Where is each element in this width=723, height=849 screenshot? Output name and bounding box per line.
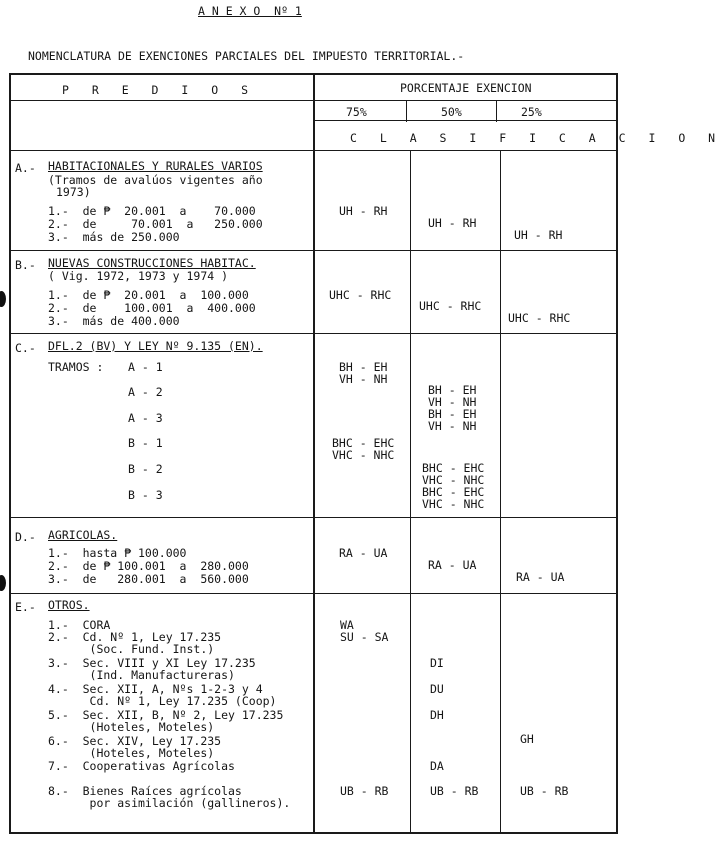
section-a-prefix: A.- xyxy=(15,161,36,175)
section-e-item: 2.- Cd. Nº 1, Ley 17.235 xyxy=(48,630,222,644)
section-c-tramo: A - 3 xyxy=(128,411,163,425)
section-e-class-50: UB - RB xyxy=(430,784,479,798)
section-c-class-75: BHC - EHC xyxy=(332,436,395,450)
section-divider-bc xyxy=(9,333,618,334)
col-divider-25 xyxy=(500,150,501,833)
section-a-subtitle: 1973) xyxy=(56,185,91,199)
section-c-class-50: VH - NH xyxy=(428,395,477,409)
section-e-item: 5.- Sec. XII, B, Nº 2, Ley 17.235 xyxy=(48,708,284,722)
pct-50-header: 50% xyxy=(441,105,462,119)
section-d-title: AGRICOLAS. xyxy=(48,528,118,542)
section-b-item: 2.- de 100.001 a 400.000 xyxy=(48,301,256,315)
section-e-class-50: DH xyxy=(430,708,444,722)
section-b-class-75: UHC - RHC xyxy=(329,288,392,302)
section-c-tramo: B - 2 xyxy=(128,462,163,476)
section-e-class-50: DA xyxy=(430,759,444,773)
section-c-class-50: BHC - EHC xyxy=(422,461,485,475)
section-e-item: 8.- Bienes Raíces agrícolas xyxy=(48,784,242,798)
section-e-class-75: SU - SA xyxy=(340,630,389,644)
section-c-title: DFL.2 (BV) Y LEY Nº 9.135 (EN). xyxy=(48,339,263,353)
section-c-class-75: BH - EH xyxy=(339,360,388,374)
section-b-prefix: B.- xyxy=(15,258,36,272)
section-b-title: NUEVAS CONSTRUCCIONES HABITAC. xyxy=(48,256,256,270)
section-b-subtitle: ( Vig. 1972, 1973 y 1974 ) xyxy=(48,269,229,283)
section-c-tramo: B - 1 xyxy=(128,436,163,450)
section-divider-ab xyxy=(9,250,618,251)
annex-title: A N E X O Nº 1 xyxy=(198,4,302,18)
section-e-class-50: DI xyxy=(430,656,444,670)
section-e-prefix: E.- xyxy=(15,600,36,614)
section-c-prefix: C.- xyxy=(15,341,36,355)
section-e-item: (Ind. Manufactureras) xyxy=(48,668,235,682)
pct-25-header: 25% xyxy=(521,105,542,119)
section-e-class-25: UB - RB xyxy=(520,784,569,798)
col-divider-50 xyxy=(410,150,411,833)
section-c-tramo: B - 3 xyxy=(128,488,163,502)
section-c-tramo: A - 1 xyxy=(128,360,163,374)
section-a-subtitle: (Tramos de avalúos vigentes año xyxy=(48,173,263,187)
table-right-border xyxy=(616,73,618,834)
section-d-class-75: RA - UA xyxy=(339,546,388,560)
section-d-item: 3.- de 280.001 a 560.000 xyxy=(48,572,249,586)
pct-row-divider xyxy=(313,120,617,121)
predios-header: P R E D I O S xyxy=(62,83,257,97)
section-d-item: 1.- hasta ₱ 100.000 xyxy=(48,546,187,560)
section-e-class-75: UB - RB xyxy=(340,784,389,798)
section-e-item: Cd. Nº 1, Ley 17.235 (Coop) xyxy=(48,694,277,708)
section-e-item: 7.- Cooperativas Agrícolas xyxy=(48,759,235,773)
col-divider-hdr-1 xyxy=(406,100,407,122)
section-a-title: HABITACIONALES Y RURALES VARIOS xyxy=(48,159,263,173)
porcentaje-header: PORCENTAJE EXENCION xyxy=(400,81,532,95)
table-left-border xyxy=(9,73,11,834)
col-divider-hdr-2 xyxy=(496,100,497,122)
section-b-item: 1.- de ₱ 20.001 a 100.000 xyxy=(48,288,249,302)
section-d-class-25: RA - UA xyxy=(516,570,565,584)
section-a-item: 1.- de ₱ 20.001 a 70.000 xyxy=(48,204,256,218)
section-c-class-50: VHC - NHC xyxy=(422,497,485,511)
section-divider-de xyxy=(9,593,618,594)
section-e-item: (Soc. Fund. Inst.) xyxy=(48,642,215,656)
section-divider-cd xyxy=(9,517,618,518)
section-c-class-50: BH - EH xyxy=(428,383,477,397)
section-d-prefix: D.- xyxy=(15,530,36,544)
section-a-class-75: UH - RH xyxy=(339,204,388,218)
section-c-class-75: VH - NH xyxy=(339,372,388,386)
section-e-item: (Hoteles, Moteles) xyxy=(48,720,215,734)
section-e-item: 4.- Sec. XII, A, Nºs 1-2-3 y 4 xyxy=(48,682,263,696)
section-e-item: (Hoteles, Moteles) xyxy=(48,746,215,760)
section-c-class-50: VH - NH xyxy=(428,419,477,433)
col-divider-main xyxy=(313,73,315,834)
section-c-class-50: BH - EH xyxy=(428,407,477,421)
section-b-class-50: UHC - RHC xyxy=(419,299,482,313)
section-d-item: 2.- de ₱ 100.001 a 280.000 xyxy=(48,559,249,573)
section-e-item: por asimilación (gallineros). xyxy=(48,796,291,810)
section-a-item: 3.- más de 250.000 xyxy=(48,230,180,244)
section-e-class-50: DU xyxy=(430,682,444,696)
section-a-item: 2.- de 70.001 a 250.000 xyxy=(48,217,263,231)
binder-hole xyxy=(0,291,6,307)
section-b-item: 3.- más de 400.000 xyxy=(48,314,180,328)
section-e-class-75: WA xyxy=(340,618,354,632)
section-c-class-75: VHC - NHC xyxy=(332,448,395,462)
section-d-class-50: RA - UA xyxy=(428,558,477,572)
binder-hole xyxy=(0,575,6,591)
section-a-class-25: UH - RH xyxy=(514,228,563,242)
section-e-title: OTROS. xyxy=(48,598,90,612)
section-b-class-25: UHC - RHC xyxy=(508,311,571,325)
section-c-tramos-label: TRAMOS : xyxy=(48,360,104,374)
section-e-class-25: GH xyxy=(520,732,534,746)
section-c-class-50: VHC - NHC xyxy=(422,473,485,487)
section-c-tramo: A - 2 xyxy=(128,385,163,399)
document-title: NOMENCLATURA DE EXENCIONES PARCIALES DEL IMPUESTO TERRITORIAL.- xyxy=(28,49,465,63)
clasificacion-header: C L A S I F I C A C I O N xyxy=(350,131,723,145)
section-c-class-50: BHC - EHC xyxy=(422,485,485,499)
section-a-class-50: UH - RH xyxy=(428,216,477,230)
section-e-item: 6.- Sec. XIV, Ley 17.235 xyxy=(48,734,222,748)
pct-75-header: 75% xyxy=(346,105,367,119)
section-e-item: 3.- Sec. VIII y XI Ley 17.235 xyxy=(48,656,256,670)
section-e-item: 1.- CORA xyxy=(48,618,111,632)
